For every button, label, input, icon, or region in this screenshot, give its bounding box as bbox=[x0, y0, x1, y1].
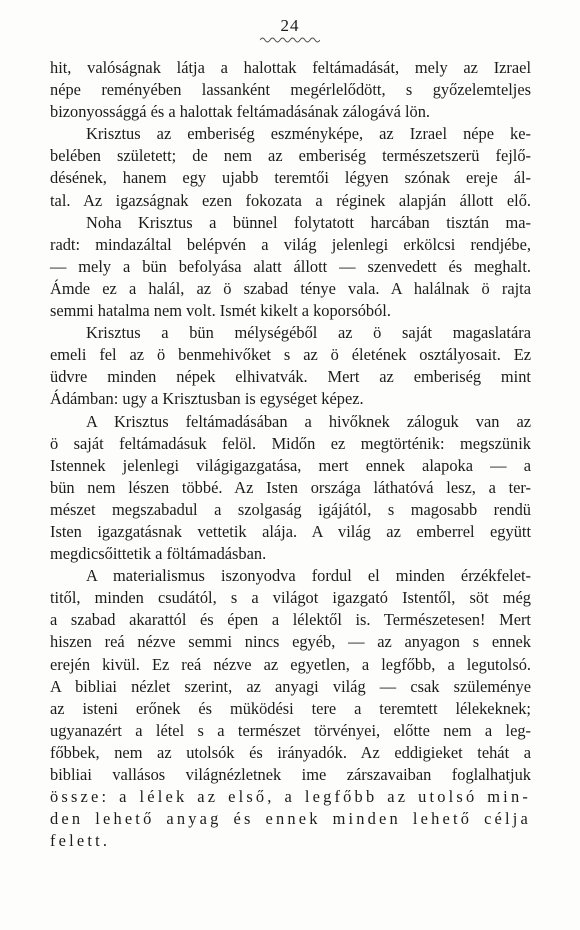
text-line: A bibliai nézlet szerint, az anyagi világ — csak szüleménye bbox=[50, 676, 531, 696]
text-line: főbbek, nem az utolsók és irányadók. Az eddigieket tehát a bbox=[50, 742, 531, 762]
page-text bbox=[50, 57, 531, 852]
text-line: Ádámban: ugy a Krisztusban is egységet képez. bbox=[50, 389, 364, 409]
text-line: belében született; de nem az emberiség természetszerü fejlő- bbox=[50, 146, 531, 166]
text-line: az isteni erőnek és müködési tere a teremtett lélekeknek; bbox=[50, 698, 531, 718]
text-line: radt: mindazáltal belépvén a világ jelenlegi erkölcsi rendjébe, bbox=[50, 234, 531, 254]
text-line: Noha Krisztus a bünnel folytatott harcában tisztán ma- bbox=[86, 212, 531, 232]
text-line: Krisztus az emberiség eszményképe, az Izrael népe ke- bbox=[86, 124, 531, 144]
text-line: Isten igazgatásnak vettetik alája. A világ az emberrel együtt bbox=[50, 521, 531, 541]
text-line: a szabad akarattól és épen a lélektől is. Természetesen! Mert bbox=[50, 610, 531, 630]
text-line: erején kivül. Ez reá nézve az egyetlen, a legfőbb, a legutolsó. bbox=[50, 654, 531, 674]
text-line: Istennek jelenlegi világigazgatása, mert ennek alapoka — a bbox=[50, 455, 531, 475]
text-line: hit, valóságnak látja a halottak feltámadását, mely az Izrael bbox=[50, 58, 531, 77]
text-line: bizonyossággá és a halottak feltámadásának zálogává lön. bbox=[50, 102, 431, 122]
text-line: felett. bbox=[50, 831, 111, 851]
text-line: ugyanazért a létel s a természet törvényei, előtte nem a leg- bbox=[50, 720, 531, 740]
page-header bbox=[0, 16, 580, 44]
text-line: mészet megszabadul a szolgaság igájától, s magosabb rendü bbox=[50, 499, 531, 519]
text-line: titől, minden csudától, s a világot igazgató Istentől, söt még bbox=[50, 588, 531, 608]
text-line: ö saját feltámadásuk felöl. Midőn ez megtörténik: megszünik bbox=[50, 433, 531, 453]
text-line: — mely a bün befolyása alatt állott — szenvedett és meghalt. bbox=[50, 256, 531, 276]
text-line: tal. Az igazságnak ezen fokozata a réginek alapján állott elő. bbox=[50, 190, 531, 210]
text-line: össze: a lélek az első, a legfőbb az utolsó min- bbox=[50, 787, 531, 807]
wavy-ornament bbox=[260, 36, 320, 44]
text-line: bün nem lészen többé. Az Isten országa láthatóvá lesz, a ter- bbox=[50, 477, 531, 497]
text-line: semmi hatalma nem volt. Ismét kikelt a koporsóból. bbox=[50, 301, 391, 321]
text-line: Ámde ez a halál, az ö szabad tényе vala. A halálnak ö rajta bbox=[50, 278, 531, 298]
text-line: emeli fel az ö benmehivőket s az ö életének osztályosait. Ez bbox=[50, 345, 531, 365]
text-line: népe reményében lassanként megérlelődött, s győzelemteljes bbox=[50, 80, 531, 100]
text-line: désének, hanem egy ujabb teremtői légyen szónak ereje ál- bbox=[50, 168, 531, 188]
text-line: A materialismus iszonyodva fordul el minden érzékfelet- bbox=[86, 566, 531, 586]
text-line: megdicsőittetik a föltámadásban. bbox=[50, 544, 267, 564]
text-line: den lehető anyag és ennek minden lehető célja bbox=[50, 809, 531, 829]
text-line: hiszen reá nézve semmi nincs egyéb, — az anyagon s ennek bbox=[50, 632, 531, 652]
text-line: üdvre minden népek elhivatvák. Mert az emberiség mint bbox=[50, 367, 531, 387]
text-line: bibliai vallásos világnézletnek ime zárszavaiban foglalhatjuk bbox=[50, 765, 531, 784]
text-line: A Krisztus feltámadásában a hivőknek záloguk van az bbox=[86, 411, 531, 431]
page-number: 24 bbox=[280, 16, 300, 35]
text-line: Krisztus a bün mélységéből az ö saját magaslatára bbox=[86, 323, 531, 343]
